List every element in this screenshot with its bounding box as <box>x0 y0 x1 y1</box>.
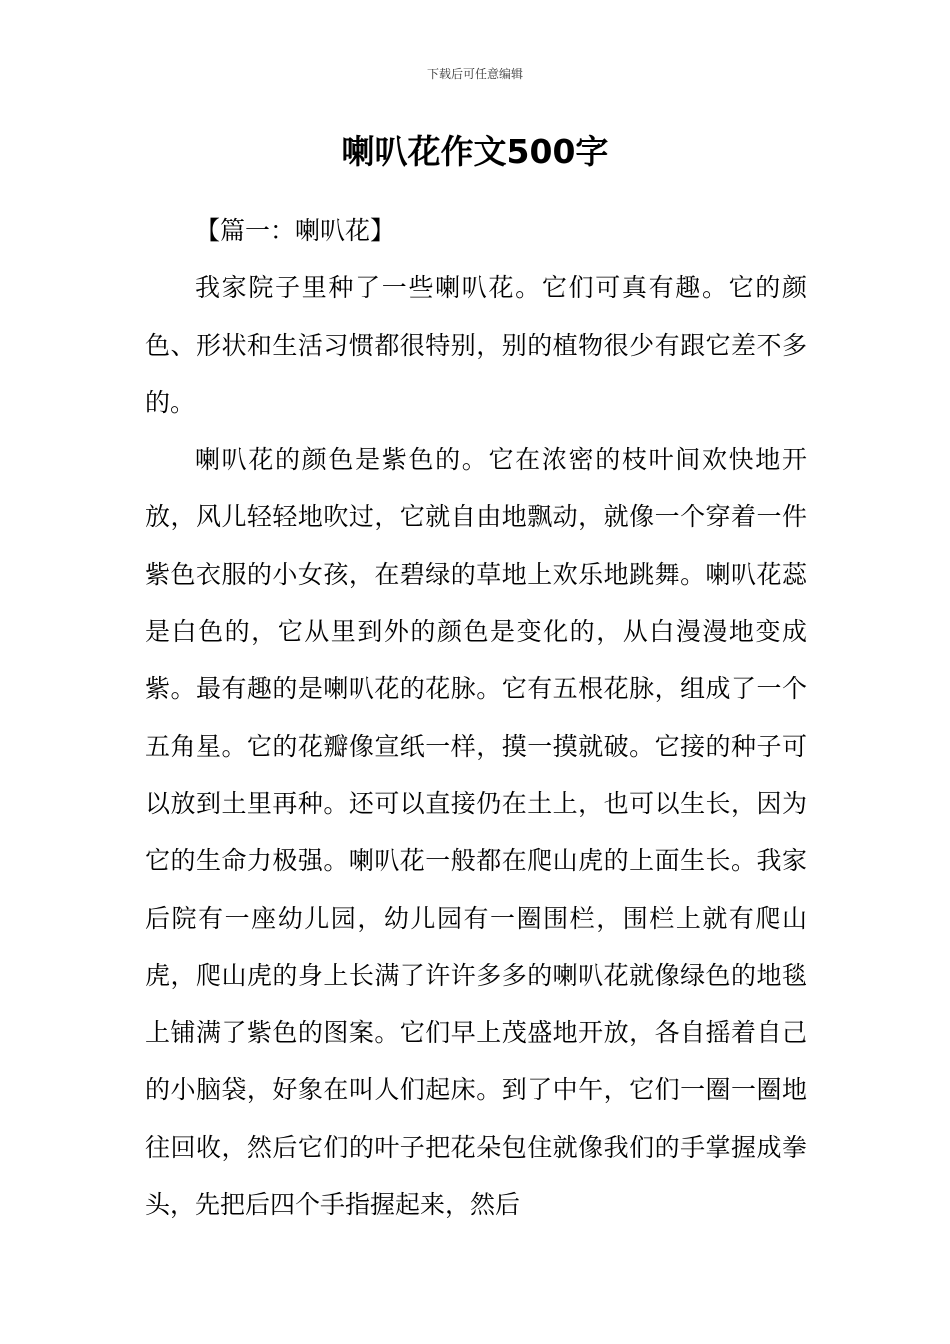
paragraph-2: 喇叭花的颜色是紫色的。它在浓密的枝叶间欢快地开放，风儿轻轻地吹过，它就自由地飘动，就像一个穿着一件紫色衣服的小女孩，在碧绿的草地上欢乐地跳舞。喇叭花蕊是白色的，它从里到外的颜色是变化的，从白漫漫地变成紫。最有趣的是喇叭花的花脉。它有五根花脉，组成了一个五角星。它的花瓣像宣纸一样，摸一摸就破。它接的种子可以放到土里再种。还可以直接仍在土上，也可以生长，因为它的生命力极强。喇叭花一般都在爬山虎的上面生长。我家后院有一座幼儿园，幼儿园有一圈围栏，围栏上就有爬山虎，爬山虎的身上长满了许许多多的喇叭花就像绿色的地毯上铺满了紫色的图案。它们早上茂盛地开放，各自摇着自己的小脑袋，好象在叫人们起床。到了中午，它们一圈一圈地往回收，然后它们的叶子把花朵包住就像我们的手掌握成拳头，先把后四个手指握起来，然后 <box>145 445 807 1220</box>
document-title: 喇叭花作文500字 <box>341 132 609 171</box>
header-note: 下载后可任意编辑 <box>426 67 523 81</box>
document-body <box>145 202 807 1233</box>
section-heading: 【篇一：喇叭花】 <box>195 216 396 245</box>
paragraph-1: 我家院子里种了一些喇叭花。它们可真有趣。它的颜色、形状和生活习惯都很特别，别的植物很少有跟它差不多的。 <box>145 273 807 417</box>
